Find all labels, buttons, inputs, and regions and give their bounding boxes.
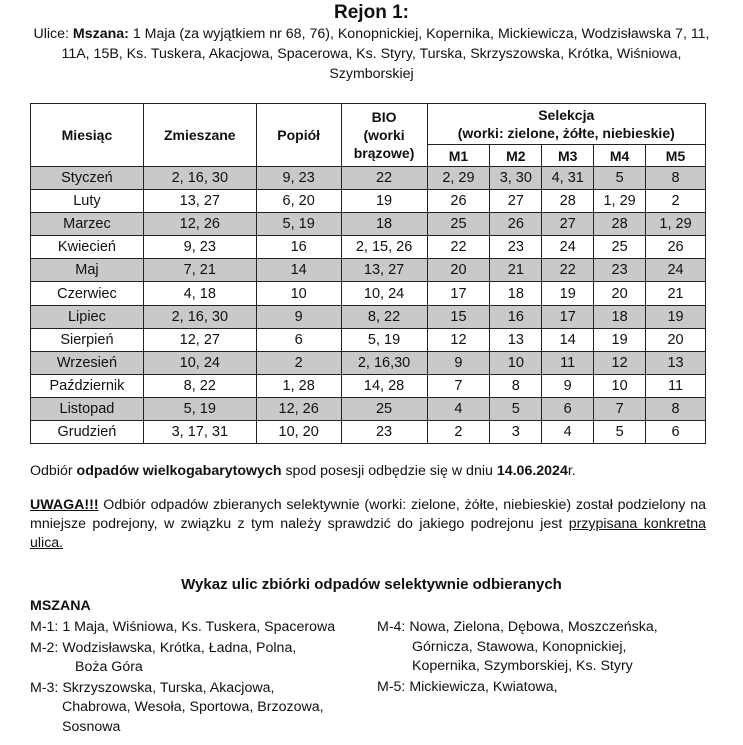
header-mixed: Zmieszane — [143, 104, 256, 167]
cell-m3: 6 — [542, 397, 594, 420]
subregion-m3 — [30, 679, 370, 738]
header-selection-l1: Selekcja — [538, 107, 595, 123]
header-bio-l3: brązowe) — [353, 145, 415, 161]
cell-ash: 10 — [256, 282, 341, 305]
cell-m3: 17 — [542, 305, 594, 328]
warning-label: UWAGA!!! — [30, 497, 99, 513]
cell-month: Październik — [31, 374, 144, 397]
subregion-m3-l3: Sosnowa — [62, 718, 121, 735]
cell-m5: 8 — [646, 397, 706, 420]
cell-m4: 10 — [594, 374, 646, 397]
cell-mixed: 2, 16, 30 — [143, 305, 256, 328]
cell-m1: 4 — [427, 397, 490, 420]
cell-m3: 11 — [542, 351, 594, 374]
cell-mixed: 12, 27 — [143, 328, 256, 351]
cell-ash: 12, 26 — [256, 397, 341, 420]
cell-m2: 3 — [490, 421, 542, 444]
cell-mixed: 9, 23 — [143, 236, 256, 259]
cell-m4: 25 — [594, 236, 646, 259]
header-month: Miesiąc — [31, 104, 144, 167]
table-row — [31, 374, 706, 397]
header-m1: M1 — [427, 145, 490, 167]
cell-month: Czerwiec — [31, 282, 144, 305]
table-row — [31, 167, 706, 190]
cell-mixed: 4, 18 — [143, 282, 256, 305]
cell-bio: 23 — [341, 421, 427, 444]
subregion-m2-l2: Boża Góra — [75, 659, 143, 675]
cell-bio: 13, 27 — [341, 259, 427, 282]
schedule-table — [30, 103, 706, 444]
cell-ash: 9 — [256, 305, 341, 328]
cell-bio: 10, 24 — [341, 282, 427, 305]
table-row — [31, 259, 706, 282]
cell-m5: 21 — [646, 282, 706, 305]
cell-bio: 14, 28 — [341, 374, 427, 397]
cell-m2: 27 — [490, 190, 542, 213]
table-row — [31, 397, 706, 420]
cell-m1: 26 — [427, 190, 490, 213]
cell-m1: 25 — [427, 213, 490, 236]
table-row — [31, 190, 706, 213]
bulky-date: 14.06.2024 — [496, 463, 568, 479]
cell-month: Kwiecień — [31, 236, 144, 259]
subregion-m2 — [30, 639, 370, 678]
cell-ash: 9, 23 — [256, 167, 341, 190]
cell-mixed: 3, 17, 31 — [143, 421, 256, 444]
cell-month: Luty — [31, 190, 144, 213]
subregion-m2-l1: M-2: Wodzisławska, Krótka, Ładna, Polna, — [30, 639, 297, 656]
cell-m5: 11 — [646, 374, 706, 397]
bulky-bold: odpadów wielkogabarytowych — [76, 463, 282, 479]
cell-m1: 15 — [427, 305, 490, 328]
cell-m3: 27 — [542, 213, 594, 236]
cell-m5: 13 — [646, 351, 706, 374]
table-row — [31, 328, 706, 351]
table-row — [31, 213, 706, 236]
subregion-m1: M-1: 1 Maja, Wiśniowa, Ks. Tuskera, Spacerowa — [30, 619, 336, 635]
cell-mixed: 7, 21 — [143, 259, 256, 282]
subregion-m4-l2: Górnicza, Stawowa, Konopnickiej, — [412, 638, 627, 655]
bulky-mid: spod posesji odbędzie się w dniu — [281, 463, 497, 479]
cell-m2: 3, 30 — [490, 167, 542, 190]
cell-ash: 2 — [256, 351, 341, 374]
cell-m2: 10 — [490, 351, 542, 374]
cell-mixed: 13, 27 — [143, 190, 256, 213]
cell-m5: 6 — [646, 421, 706, 444]
cell-m3: 22 — [542, 259, 594, 282]
cell-m4: 20 — [594, 282, 646, 305]
subregion-m4-l1: M-4: Nowa, Zielona, Dębowa, Moszczeńska, — [377, 619, 658, 635]
cell-m1: 2, 29 — [427, 167, 490, 190]
cell-m2: 8 — [490, 374, 542, 397]
cell-m5: 26 — [646, 236, 706, 259]
cell-m2: 16 — [490, 305, 542, 328]
cell-m2: 23 — [490, 236, 542, 259]
table-row — [31, 421, 706, 444]
cell-m3: 9 — [542, 374, 594, 397]
schedule-body — [31, 167, 706, 444]
header-m5: M5 — [646, 145, 706, 167]
cell-bio: 18 — [341, 213, 427, 236]
cell-m1: 20 — [427, 259, 490, 282]
header-ash: Popiół — [256, 104, 341, 167]
warning-text: Odbiór odpadów zbieranych selektywnie (worki: zielone, żółte, niebieskie) został podzielony na mniejsze podrejony, w związku z tym należy sprawdzić do jakiego podrejonu jest — [30, 497, 706, 532]
cell-m4: 18 — [594, 305, 646, 328]
header-m3: M3 — [542, 145, 594, 167]
cell-month: Listopad — [31, 397, 144, 420]
subregions-title: Wykaz ulic zbiórki odpadów selektywnie odbieranych — [181, 576, 562, 593]
header-bio-l1: BIO — [371, 109, 397, 125]
cell-month: Lipiec — [31, 305, 144, 328]
cell-month: Sierpień — [31, 328, 144, 351]
subregion-m4-l3: Kopernika, Szymborskiej, Ks. Styry — [412, 658, 633, 674]
cell-m5: 1, 29 — [646, 213, 706, 236]
table-row — [31, 305, 706, 328]
cell-m3: 19 — [542, 282, 594, 305]
cell-ash: 1, 28 — [256, 374, 341, 397]
bulky-waste-notice — [30, 463, 710, 479]
cell-m2: 18 — [490, 282, 542, 305]
streets-town: Mszana: — [72, 26, 129, 42]
cell-mixed: 12, 26 — [143, 213, 256, 236]
subregions-town: MSZANA — [30, 598, 91, 614]
cell-mixed: 2, 16, 30 — [143, 167, 256, 190]
cell-m3: 14 — [542, 328, 594, 351]
cell-m2: 13 — [490, 328, 542, 351]
cell-ash: 10, 20 — [256, 421, 341, 444]
cell-m5: 19 — [646, 305, 706, 328]
header-m2: M2 — [490, 145, 542, 167]
streets-text: 1 Maja (za wyjątkiem nr 68, 76), Konopnickiej, Kopernika, Mickiewicza, Wodzisławska 7, 11, 11A, 15B, Ks. Tuskera, Akacjowa, Spacerowa, Ks. Styry, Turska, Skrzyszowska, Krótka, Wiśniowa, Szymborskiej — [61, 26, 710, 82]
cell-m4: 28 — [594, 213, 646, 236]
cell-mixed: 5, 19 — [143, 397, 256, 420]
cell-m4: 7 — [594, 397, 646, 420]
subregion-m5: M-5: Mickiewicza, Kwiatowa, — [377, 678, 558, 695]
cell-m4: 23 — [594, 259, 646, 282]
warning-underlined: przypisana konkretna ulica. — [30, 516, 707, 551]
table-row — [31, 282, 706, 305]
cell-m2: 5 — [490, 397, 542, 420]
cell-bio: 25 — [341, 397, 427, 420]
cell-m3: 4, 31 — [542, 167, 594, 190]
streets-prefix: Ulice: — [33, 26, 73, 42]
cell-ash: 16 — [256, 236, 341, 259]
header-selection — [427, 104, 705, 145]
cell-bio: 8, 22 — [341, 305, 427, 328]
subregions-right-column — [377, 618, 717, 698]
cell-ash: 6 — [256, 328, 341, 351]
cell-ash: 14 — [256, 259, 341, 282]
header-bio-l2: (worki — [363, 127, 405, 143]
cell-m5: 2 — [646, 190, 706, 213]
subregion-m4 — [377, 618, 717, 677]
cell-bio: 2, 16,30 — [341, 351, 427, 374]
cell-month: Styczeń — [31, 167, 144, 190]
cell-m3: 4 — [542, 421, 594, 444]
cell-m1: 12 — [427, 328, 490, 351]
header-m4: M4 — [594, 145, 646, 167]
table-row — [31, 351, 706, 374]
cell-m4: 12 — [594, 351, 646, 374]
warning-notice — [30, 496, 706, 553]
subregions-left-column — [30, 618, 370, 738]
cell-m1: 22 — [427, 236, 490, 259]
cell-m2: 26 — [490, 213, 542, 236]
subregion-m3-l1: M-3: Skrzyszowska, Turska, Akacjowa, — [30, 679, 275, 696]
cell-ash: 5, 19 — [256, 213, 341, 236]
header-selection-l2: (worki: zielone, żółte, niebieskie) — [457, 125, 675, 141]
cell-m4: 5 — [594, 421, 646, 444]
cell-month: Maj — [31, 259, 144, 282]
cell-m1: 17 — [427, 282, 490, 305]
bulky-pre: Odbiór — [30, 463, 77, 479]
cell-m3: 28 — [542, 190, 594, 213]
cell-m1: 7 — [427, 374, 490, 397]
cell-month: Grudzień — [31, 421, 144, 444]
cell-bio: 19 — [341, 190, 427, 213]
cell-bio: 5, 19 — [341, 328, 427, 351]
cell-bio: 2, 15, 26 — [341, 236, 427, 259]
cell-m5: 24 — [646, 259, 706, 282]
region-title: Rejon 1: — [334, 2, 409, 23]
cell-mixed: 10, 24 — [143, 351, 256, 374]
cell-bio: 22 — [341, 167, 427, 190]
cell-m2: 21 — [490, 259, 542, 282]
cell-m4: 19 — [594, 328, 646, 351]
cell-m1: 9 — [427, 351, 490, 374]
table-row — [31, 236, 706, 259]
bulky-post: r. — [567, 463, 576, 479]
header-bio — [341, 104, 427, 167]
cell-m4: 1, 29 — [594, 190, 646, 213]
cell-month: Wrzesień — [31, 351, 144, 374]
subregion-m3-l2: Chabrowa, Wesoła, Sportowa, Brzozowa, — [62, 699, 324, 715]
cell-m1: 2 — [427, 421, 490, 444]
cell-m4: 5 — [594, 167, 646, 190]
cell-month: Marzec — [31, 213, 144, 236]
streets-list — [20, 24, 723, 84]
cell-ash: 6, 20 — [256, 190, 341, 213]
cell-m3: 24 — [542, 236, 594, 259]
cell-m5: 20 — [646, 328, 706, 351]
cell-mixed: 8, 22 — [143, 374, 256, 397]
cell-m5: 8 — [646, 167, 706, 190]
